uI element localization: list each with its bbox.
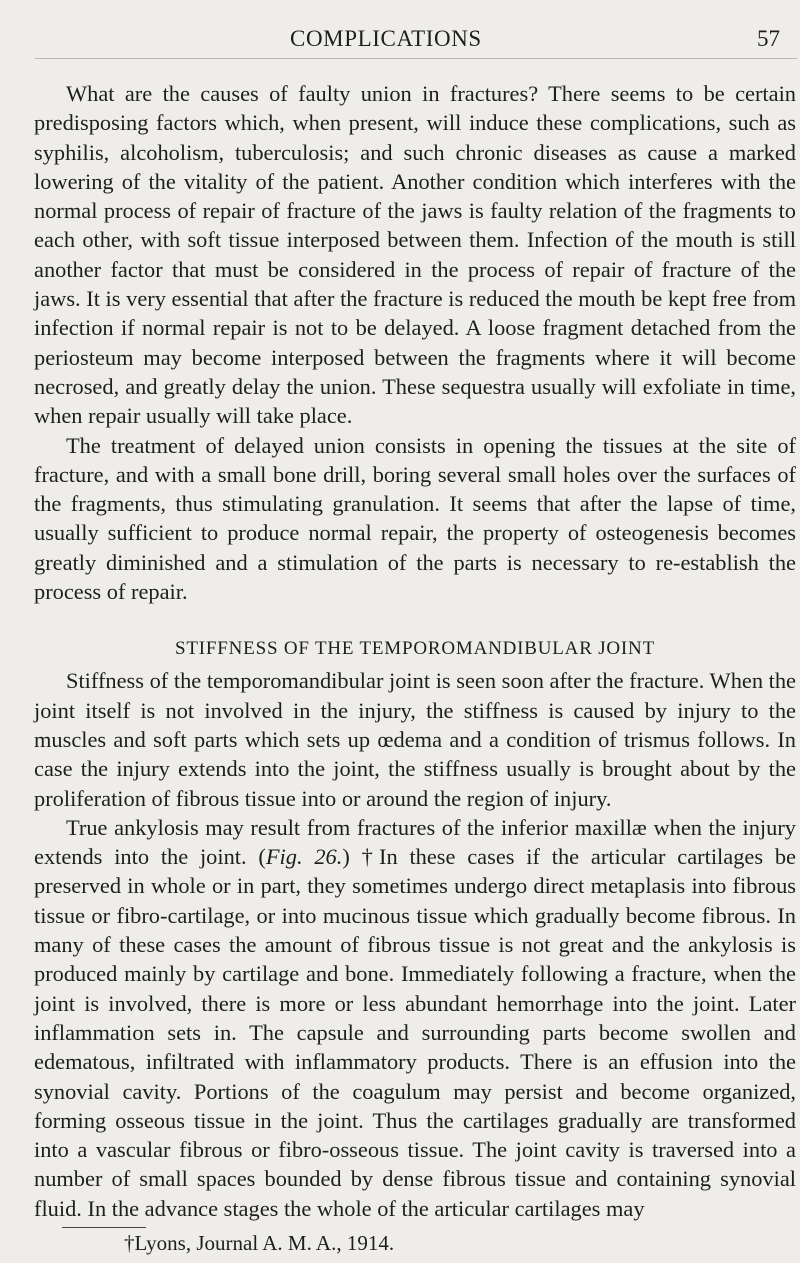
paragraph-delayed-union-treatment: The treatment of delayed union consists in opening the tissues at the site of fracture, and with a small bone drill, boring several small holes over the surfaces of the fragments, thus stimulating granulation. It seems that after the lapse of time, usually sufficient to produce normal repair, the property of osteogenesis becomes greatly diminished and a stimulation of the parts is necessary to re-establish the process of repair.	[34, 432, 796, 605]
page-number: 57	[757, 26, 780, 51]
running-head	[0, 26, 800, 58]
paragraph-stiffness: Stiffness of the temporomandibular joint is seen soon after the fracture. When the joint itself is not involved in the injury, the stiffness is caused by injury to the muscles and soft parts which sets up œdema and a condition of trismus follows. In case the injury extends into the joint, the stiffness usually is brought about by the proliferation of fibrous tissue into or around the region of injury.	[34, 668, 796, 811]
footnote-rule	[62, 1227, 146, 1228]
running-head-title: COMPLICATIONS	[290, 26, 482, 51]
paragraph-ankylosis	[34, 813, 796, 1223]
footnote: †Lyons, Journal A. M. A., 1914.	[124, 1230, 395, 1255]
header-rule	[35, 58, 797, 59]
body-text	[34, 79, 796, 1256]
section-heading: STIFFNESS OF THE TEMPOROMANDIBULAR JOINT	[175, 638, 655, 660]
figure-reference: Fig. 26.	[265, 844, 343, 870]
paragraph-ankylosis-start: True ankylosis may result from fractures of the inferior maxillæ when the injury extends into the joint. (	[34, 814, 796, 870]
paragraph-faulty-union: What are the causes of faulty union in fractures? There seems to be certain predisposing factors which, when present, will induce these complications, such as syphilis, alcoholism, tuberculosis; and such chronic diseases as cause a marked lowering of the vitality of the patient. Another condition which interferes with the normal process of repair of fracture of the jaws is faulty relation of the fragments to each other, with soft tissue interposed between them. Infection of the mouth is still another factor that must be considered in the process of repair of fracture of the jaws. It is very essential that after the fracture is reduced the mouth be kept free from infection if normal repair is not to be delayed. A loose fragment detached from the periosteum may become interposed between the fragments where it will become necrosed, and greatly delay the union. These sequestra usually will exfoliate in time, when repair usually will take place.	[34, 81, 796, 429]
paragraph-ankylosis-end: ) †In these cases if the articular cartilages be preserved in whole or in part, they sometimes undergo direct metaplasis into fibrous tissue or fibro-cartilage, or into mucinous tissue which gradually become fibrous. In many of these cases the amount of fibrous tissue is not great and the ankylosis is produced mainly by cartilage and bone. Immediately following a fracture, when the joint is involved, there is more or less abundant hemorrhage into the joint. Later inflammation sets in. The capsule and surrounding parts become swollen and edematous, infiltrated with inflammatory products. There is an effusion into the synovial cavity. Portions of the coagulum may persist and become organized, forming osseous tissue in the joint. Thus the cartilages gradually are transformed into a vascular fibrous or fibro-osseous tissue. The joint cavity is traversed into a number of small spaces bounded by dense fibrous tissue and containing synovial fluid. In the advance stages the whole of the articular cartilages may	[34, 844, 796, 1221]
